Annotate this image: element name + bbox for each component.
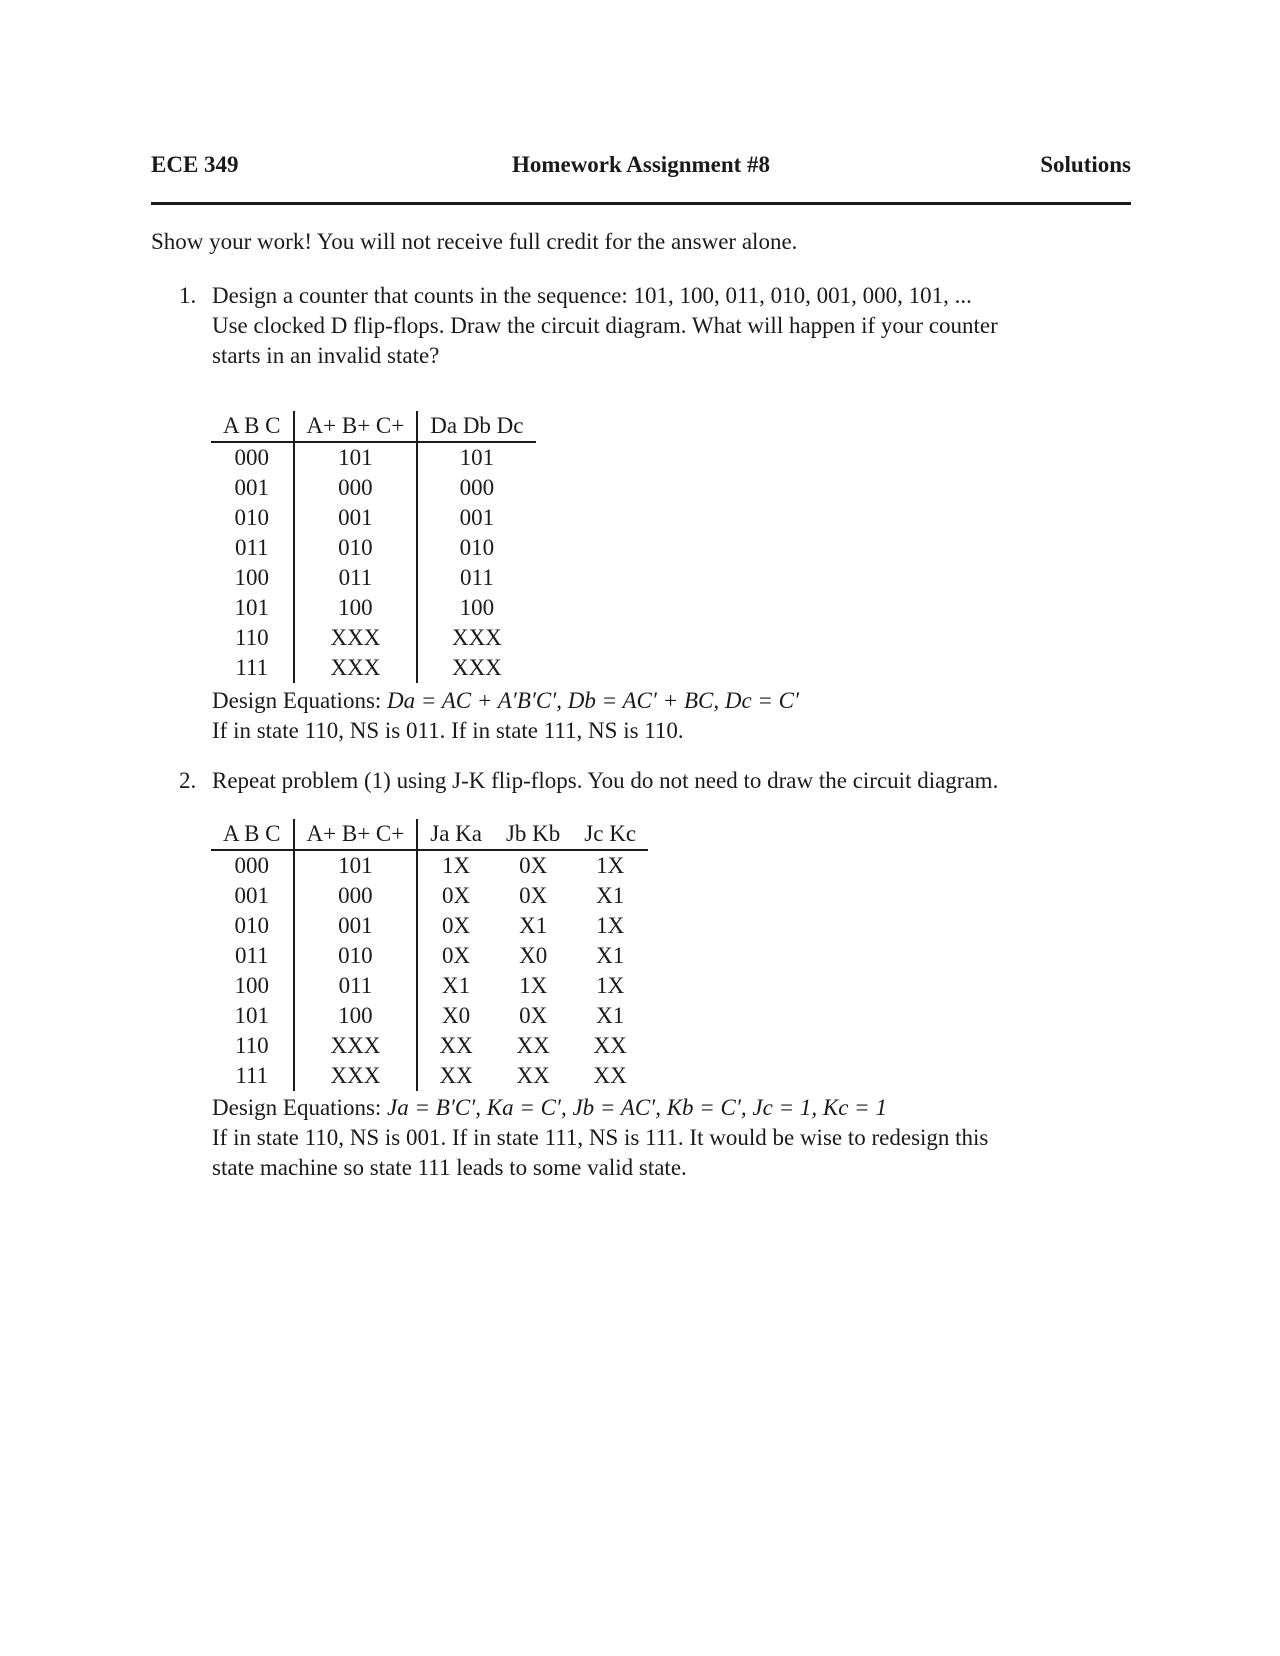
- col-header-jb-kb: Jb Kb: [494, 819, 572, 850]
- table-cell: XX: [439, 1063, 473, 1088]
- table-cell: XXX: [294, 1031, 418, 1061]
- col-header-next-state: A+ B+ C+: [294, 411, 418, 442]
- table-cell: 001: [294, 911, 418, 941]
- table-row: [211, 1031, 648, 1061]
- table-row: [211, 1001, 648, 1031]
- table-row: [211, 653, 536, 683]
- problem-1-line-1: Design a counter that counts in the sequence: 101, 100, 011, 010, 001, 000, 101, ...: [212, 283, 972, 308]
- table-cell: 011: [460, 565, 494, 590]
- problem-2-note-line-1: If in state 110, NS is 001. If in state 111, NS is 111. It would be wise to redesign this: [212, 1125, 989, 1150]
- table-cell: X1: [442, 973, 471, 998]
- table-cell: 101: [294, 850, 418, 881]
- table-row: [211, 850, 648, 881]
- solutions-label: Solutions: [1040, 152, 1131, 177]
- col-header-present-state: A B C: [211, 411, 294, 442]
- header-rule: [151, 202, 1131, 205]
- table-cell: 011: [294, 563, 418, 593]
- problem-1-line-2: Use clocked D flip-flops. Draw the circuit diagram. What will happen if your counter: [212, 313, 998, 338]
- table-cell: XX: [593, 1063, 627, 1088]
- table-cell: 010: [211, 911, 294, 941]
- col-header-present-state: A B C: [211, 819, 294, 850]
- problem-2-line-1: Repeat problem (1) using J-K flip-flops. You do not need to draw the circuit diagram.: [212, 768, 999, 793]
- table-cell: 010: [211, 503, 294, 533]
- equations-label: Design Equations:: [212, 688, 382, 713]
- table-header-row: [211, 819, 648, 850]
- table-cell: 100: [459, 595, 495, 620]
- table-cell: 011: [211, 533, 294, 563]
- table-cell: 010: [294, 941, 418, 971]
- problem-1-line-3: starts in an invalid state?: [212, 343, 440, 368]
- table-cell: 110: [211, 1031, 294, 1061]
- problem-1-equations: [212, 686, 799, 716]
- table-cell: 1X: [442, 853, 471, 878]
- table-cell: XXX: [294, 1061, 418, 1091]
- design-equations-jk: Ja = B′C′, Ka = C′, Jb = AC′, Kb = C′, Jc = 1, Kc = 1: [387, 1095, 887, 1120]
- table-cell: XX: [516, 1033, 550, 1058]
- table-cell: X0: [442, 1003, 471, 1028]
- table-cell: 1X: [596, 913, 625, 938]
- table-cell: 001: [211, 473, 294, 503]
- table-cell: 011: [294, 971, 418, 1001]
- intro-text: Show your work! You will not receive full credit for the answer alone.: [151, 229, 798, 254]
- table-cell: 001: [459, 505, 495, 530]
- table-cell: 110: [211, 623, 294, 653]
- table-row: [211, 593, 536, 623]
- table-row: [211, 623, 536, 653]
- table-cell: 1X: [519, 973, 548, 998]
- col-header-next-state: A+ B+ C+: [294, 819, 418, 850]
- table-cell: 101: [294, 442, 418, 473]
- table-cell: 101: [211, 1001, 294, 1031]
- table-cell: 010: [459, 535, 495, 560]
- problem-2-equations: [212, 1093, 887, 1123]
- equations-label: Design Equations:: [212, 1095, 382, 1120]
- table-cell: XXX: [294, 623, 418, 653]
- table-row: [211, 941, 648, 971]
- table-cell: 0X: [442, 943, 471, 968]
- table-cell: 1X: [596, 973, 625, 998]
- table-cell: XXX: [294, 653, 418, 683]
- table-cell: 100: [294, 1001, 418, 1031]
- table-row: [211, 1061, 648, 1091]
- table-cell: 111: [211, 653, 294, 683]
- table-row: [211, 563, 536, 593]
- table-row: [211, 533, 536, 563]
- table-cell: 001: [294, 503, 418, 533]
- table-cell: XX: [593, 1033, 627, 1058]
- table-cell: 011: [211, 941, 294, 971]
- col-header-jc-kc: Jc Kc: [572, 819, 648, 850]
- table-row: [211, 911, 648, 941]
- table-cell: XXX: [451, 625, 502, 650]
- table-cell: 000: [211, 850, 294, 881]
- table-row: [211, 971, 648, 1001]
- table-cell: 111: [211, 1061, 294, 1091]
- table-cell: XX: [439, 1033, 473, 1058]
- table-cell: X1: [519, 913, 548, 938]
- table-cell: 101: [211, 593, 294, 623]
- table-row: [211, 473, 536, 503]
- table-cell: 0X: [442, 913, 471, 938]
- assignment-title: Homework Assignment #8: [511, 152, 771, 177]
- table-cell: 000: [211, 442, 294, 473]
- table-cell: 100: [294, 593, 418, 623]
- table-cell: X1: [596, 1003, 625, 1028]
- page-header: [151, 152, 1131, 188]
- table-cell: 000: [294, 473, 418, 503]
- table-cell: XX: [516, 1063, 550, 1088]
- table-cell: 010: [294, 533, 418, 563]
- table-cell: 0X: [519, 883, 548, 908]
- table-cell: X1: [596, 883, 625, 908]
- table-row: [211, 442, 536, 473]
- table-cell: 0X: [519, 853, 548, 878]
- table-row: [211, 881, 648, 911]
- table-cell: X0: [519, 943, 548, 968]
- table-cell: XXX: [451, 655, 502, 680]
- table-cell: X1: [596, 943, 625, 968]
- table-cell: 1X: [596, 853, 625, 878]
- table-cell: 100: [211, 563, 294, 593]
- problem-1-invalid-state-note: If in state 110, NS is 011. If in state 111, NS is 110.: [212, 718, 684, 743]
- course-code: ECE 349: [151, 152, 239, 177]
- jk-flipflop-table: [211, 819, 648, 1091]
- problem-2-note-line-2: state machine so state 111 leads to some valid state.: [212, 1155, 687, 1180]
- table-cell: 000: [459, 475, 495, 500]
- table-cell: 101: [459, 445, 495, 470]
- table-cell: 0X: [519, 1003, 548, 1028]
- problem-2-number: 2.: [179, 768, 197, 793]
- table-cell: 000: [294, 881, 418, 911]
- table-cell: 0X: [442, 883, 471, 908]
- design-equations-d: Da = AC + A′B′C′, Db = AC′ + BC, Dc = C′: [387, 688, 800, 713]
- problem-1-number: 1.: [179, 283, 197, 308]
- table-cell: 001: [211, 881, 294, 911]
- table-cell: 100: [211, 971, 294, 1001]
- d-flipflop-table: [211, 411, 536, 683]
- table-header-row: [211, 411, 536, 442]
- table-row: [211, 503, 536, 533]
- col-header-d-inputs: Da Db Dc: [417, 411, 535, 442]
- col-header-ja-ka: Ja Ka: [417, 819, 494, 850]
